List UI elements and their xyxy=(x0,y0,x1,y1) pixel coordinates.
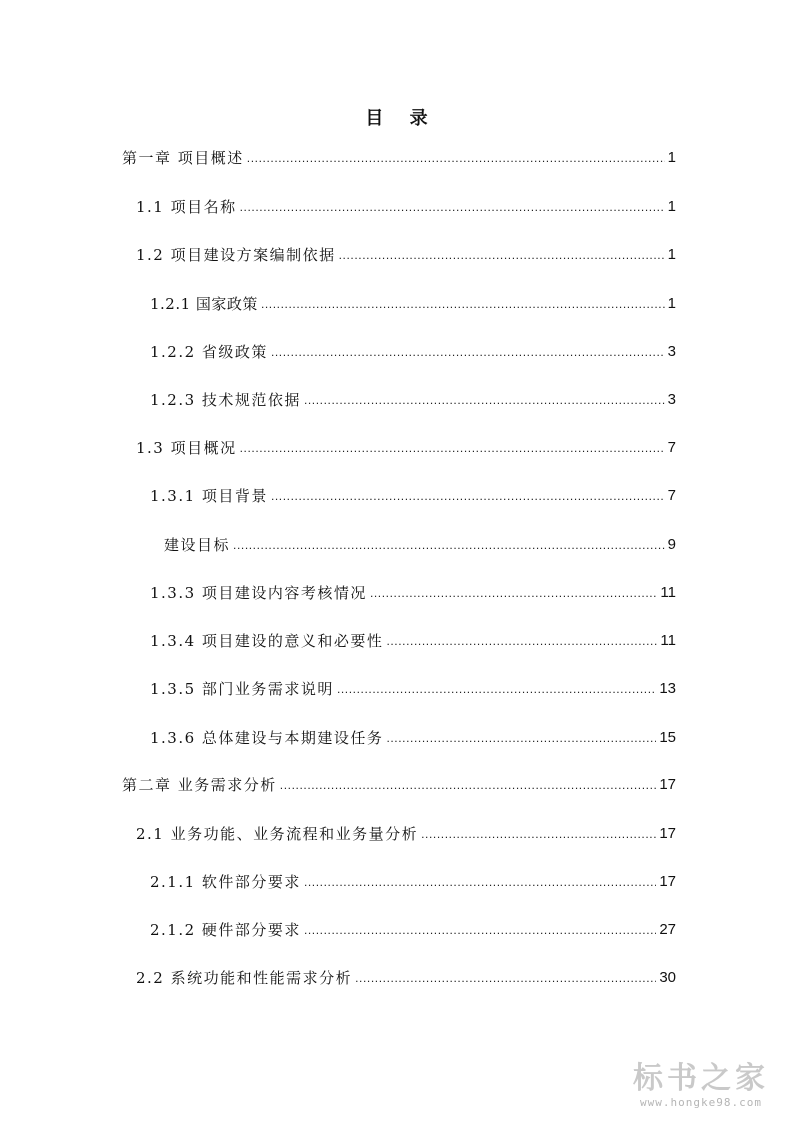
toc-leader-dots xyxy=(355,966,656,990)
watermark xyxy=(621,1062,781,1110)
toc-leader-dots xyxy=(421,822,656,846)
toc-entry-label: 1.2.1 国家政策 xyxy=(150,295,258,313)
toc-entry-page: 1 xyxy=(667,246,676,263)
toc-leader-dots xyxy=(304,870,656,894)
toc-entry-page: 1 xyxy=(667,149,676,166)
toc-entry-page: 3 xyxy=(667,343,676,360)
toc-entry-1-3-6[interactable] xyxy=(150,726,676,750)
toc-entry-label: 1.3.6 总体建设与本期建设任务 xyxy=(150,729,384,747)
toc-entry-1-2[interactable] xyxy=(136,243,676,267)
toc-leader-dots xyxy=(304,388,665,412)
toc-entry-label: 1.1 项目名称 xyxy=(136,198,237,216)
toc-entry-1-1[interactable] xyxy=(136,195,676,219)
toc-entry-page: 11 xyxy=(660,632,676,649)
toc-entry-label: 2.1 业务功能、业务流程和业务量分析 xyxy=(136,825,419,843)
toc-entry-page: 15 xyxy=(659,729,676,746)
toc-entry-chapter-1[interactable] xyxy=(122,146,676,170)
toc-leader-dots xyxy=(370,581,657,605)
toc-entry-label: 第一章 项目概述 xyxy=(122,149,244,167)
toc-entry-page: 7 xyxy=(667,439,676,456)
toc-entry-label: 1.3 项目概况 xyxy=(136,439,237,457)
toc-entry-label: 1.3.5 部门业务需求说明 xyxy=(150,680,334,698)
toc-entry-2-2[interactable] xyxy=(136,966,676,990)
toc-entry-page: 1 xyxy=(667,295,676,312)
toc-entry-1-3-5[interactable] xyxy=(150,677,676,701)
watermark-logo: 标书之家 xyxy=(633,1061,769,1096)
toc-leader-dots xyxy=(271,484,665,508)
toc-entry-1-3-1[interactable] xyxy=(150,484,676,508)
toc-entry-1-3-4[interactable] xyxy=(150,629,676,653)
toc-leader-dots xyxy=(240,195,665,219)
toc-entry-label: 1.3.4 项目建设的意义和必要性 xyxy=(150,632,384,650)
toc-leader-dots xyxy=(337,677,656,701)
watermark-url: www.hongke98.com xyxy=(640,1096,762,1109)
toc-entry-page: 30 xyxy=(659,969,676,986)
toc-leader-dots xyxy=(386,629,657,653)
toc-entry-chapter-2[interactable] xyxy=(122,773,676,797)
toc-entry-1-2-1[interactable] xyxy=(150,292,676,316)
toc-entry-label: 第二章 业务需求分析 xyxy=(122,776,277,794)
toc-entry-page: 17 xyxy=(659,776,676,793)
toc-entry-2-1-2[interactable] xyxy=(150,918,676,942)
toc-leader-dots xyxy=(386,726,656,750)
toc-entry-page: 1 xyxy=(667,198,676,215)
toc-entry-label: 1.2.3 技术规范依据 xyxy=(150,391,301,409)
toc-entry-1-2-3[interactable] xyxy=(150,388,676,412)
toc-leader-dots xyxy=(280,773,657,797)
toc-leader-dots xyxy=(261,292,665,316)
toc-entry-page: 17 xyxy=(659,873,676,890)
toc-entry-page: 7 xyxy=(667,487,676,504)
toc-leader-dots xyxy=(233,533,665,557)
toc-leader-dots xyxy=(247,146,665,170)
toc-entry-page: 3 xyxy=(667,391,676,408)
toc-entry-construction-goals[interactable] xyxy=(164,533,676,557)
toc-leader-dots xyxy=(339,243,665,267)
toc-entry-label: 2.2 系统功能和性能需求分析 xyxy=(136,969,353,987)
toc-leader-dots xyxy=(240,436,665,460)
toc-entry-2-1-1[interactable] xyxy=(150,870,676,894)
toc-entry-label: 2.1.2 硬件部分要求 xyxy=(150,921,301,939)
toc-entry-2-1[interactable] xyxy=(136,822,676,846)
toc-entry-page: 17 xyxy=(659,825,676,842)
toc-leader-dots xyxy=(304,918,656,942)
toc-entry-page: 11 xyxy=(660,584,676,601)
toc-entry-1-2-2[interactable] xyxy=(150,340,676,364)
toc-entry-page: 9 xyxy=(667,536,676,553)
toc-entry-1-3[interactable] xyxy=(136,436,676,460)
toc-entry-label: 2.1.1 软件部分要求 xyxy=(150,873,301,891)
toc-entry-1-3-3[interactable] xyxy=(150,581,676,605)
toc-entry-label: 1.2 项目建设方案编制依据 xyxy=(136,246,336,264)
toc-leader-dots xyxy=(271,340,665,364)
toc-entry-page: 27 xyxy=(659,921,676,938)
toc-entry-label: 1.2.2 省级政策 xyxy=(150,343,268,361)
toc-title: 目 录 xyxy=(365,108,438,129)
toc-entry-label: 1.3.1 项目背景 xyxy=(150,487,268,505)
toc-entry-label: 1.3.3 项目建设内容考核情况 xyxy=(150,584,367,602)
toc-entry-page: 13 xyxy=(659,680,676,697)
toc-entry-label: 建设目标 xyxy=(164,536,231,554)
